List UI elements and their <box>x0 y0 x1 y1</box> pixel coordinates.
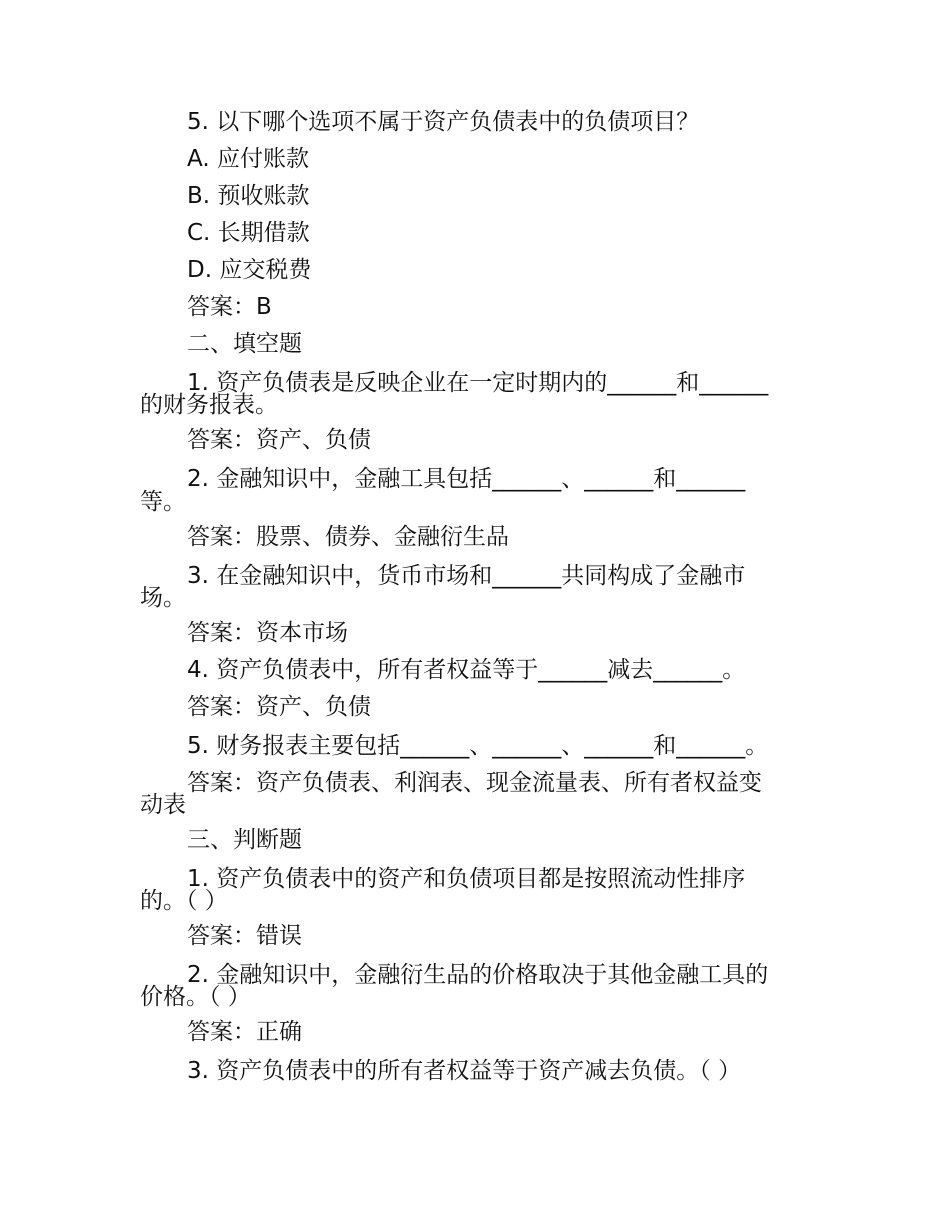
question-fill-5: 5. 财务报表主要包括______、______、______和______。 <box>187 733 769 759</box>
question-fill-1: 1. 资产负债表是反映企业在一定时期内的______和______ <box>187 370 769 396</box>
answer-fill-3: 答案：资本市场 <box>187 620 348 646</box>
question-judge-1-cont: 的。（ ） <box>140 888 228 914</box>
answer-judge-2: 答案：正确 <box>187 1019 302 1045</box>
question-fill-1-cont: 的财务报表。 <box>140 392 278 418</box>
option-d: D. 应交税费 <box>187 257 312 283</box>
answer-judge-1: 答案：错误 <box>187 923 302 949</box>
question-fill-3-cont: 场。 <box>140 585 186 611</box>
answer-fill-5: 答案：资产负债表、利润表、现金流量表、所有者权益变 <box>187 770 762 796</box>
question-fill-2-cont: 等。 <box>140 489 186 515</box>
section-heading-fill: 二、填空题 <box>187 331 302 357</box>
answer-fill-1: 答案：资产、负债 <box>187 427 371 453</box>
question-judge-3: 3. 资产负债表中的所有者权益等于资产减去负债。（ ） <box>187 1058 742 1084</box>
answer-fill-4: 答案：资产、负债 <box>187 694 371 720</box>
question-fill-2: 2. 金融知识中，金融工具包括______、______和______ <box>187 466 746 492</box>
option-b: B. 预收账款 <box>187 183 310 209</box>
option-a: A. 应付账款 <box>187 146 309 172</box>
answer-mc-5: 答案：B <box>187 294 272 320</box>
question-judge-1: 1. 资产负债表中的资产和负债项目都是按照流动性排序 <box>187 866 746 892</box>
question-fill-4: 4. 资产负债表中，所有者权益等于______减去______。 <box>187 657 746 683</box>
answer-fill-2: 答案：股票、债券、金融衍生品 <box>187 524 509 550</box>
answer-fill-5-cont: 动表 <box>140 792 186 818</box>
question-judge-2: 2. 金融知识中，金融衍生品的价格取决于其他金融工具的 <box>187 962 769 988</box>
question-mc-5: 5. 以下哪个选项不属于资产负债表中的负债项目？ <box>187 109 700 135</box>
question-fill-3: 3. 在金融知识中，货币市场和______共同构成了金融市 <box>187 563 746 589</box>
option-c: C. 长期借款 <box>187 220 310 246</box>
question-judge-2-cont: 价格。（ ） <box>140 984 251 1010</box>
section-heading-judge: 三、判断题 <box>187 827 302 853</box>
